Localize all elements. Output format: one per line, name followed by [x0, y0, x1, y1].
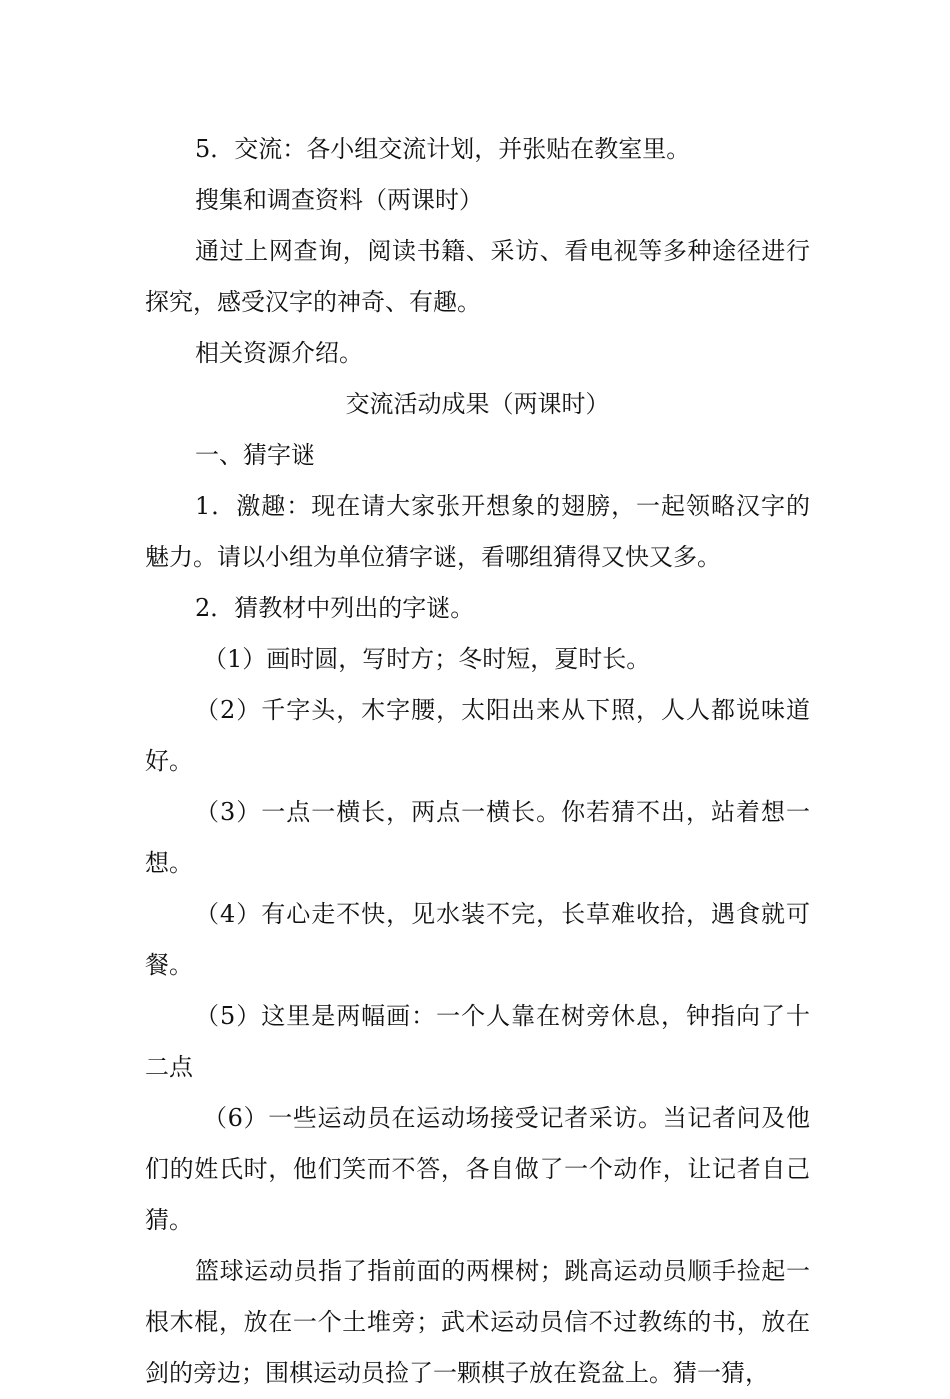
riddle-2: （2）千字头，木字腰，太阳出来从下照，人人都说味道好。	[145, 696, 810, 775]
riddle-6: （6）一些运动员在运动场接受记者采访。当记者问及他们的姓氏时，他们笑而不答，各自做了一个动作，让记者自己猜。	[145, 1104, 810, 1234]
paragraph-athletes: 篮球运动员指了指前面的两棵树；跳高运动员顺手捡起一根木棍，放在一个土堆旁；武术运动员信不过教练的书，放在剑的旁边；围棋运动员捡了一颗棋子放在瓷盆上。猜一猜，	[145, 1257, 810, 1387]
riddle-1: （1）画时圆，写时方；冬时短，夏时长。	[203, 645, 651, 673]
paragraph-guess-riddles: 2．猜教材中列出的字谜。	[195, 594, 475, 622]
paragraph-motivation: 1．激趣：现在请大家张开想象的翅膀，一起领略汉字的魅力。请以小组为单位猜字谜，看哪组猜得又快又多。	[145, 492, 810, 571]
section-heading-riddles: 一、猜字谜	[195, 441, 315, 469]
paragraph-collect-materials: 搜集和调查资料（两课时）	[195, 186, 483, 214]
riddle-5: （5）这里是两幅画：一个人靠在树旁休息，钟指向了十二点	[145, 1002, 810, 1081]
section-heading-results: 交流活动成果（两课时）	[345, 390, 610, 418]
paragraph-research-methods: 通过上网查询，阅读书籍、采访、看电视等多种途径进行探究，感受汉字的神奇、有趣。	[145, 237, 810, 316]
paragraph-resources: 相关资源介绍。	[195, 339, 363, 367]
riddle-4: （4）有心走不快，见水装不完，长草难收拾，遇食就可餐。	[145, 900, 810, 979]
paragraph-exchange-plan: 5．交流：各小组交流计划，并张贴在教室里。	[195, 135, 691, 163]
document-body	[145, 124, 810, 1399]
riddle-3: （3）一点一横长，两点一横长。你若猜不出，站着想一想。	[145, 798, 810, 877]
